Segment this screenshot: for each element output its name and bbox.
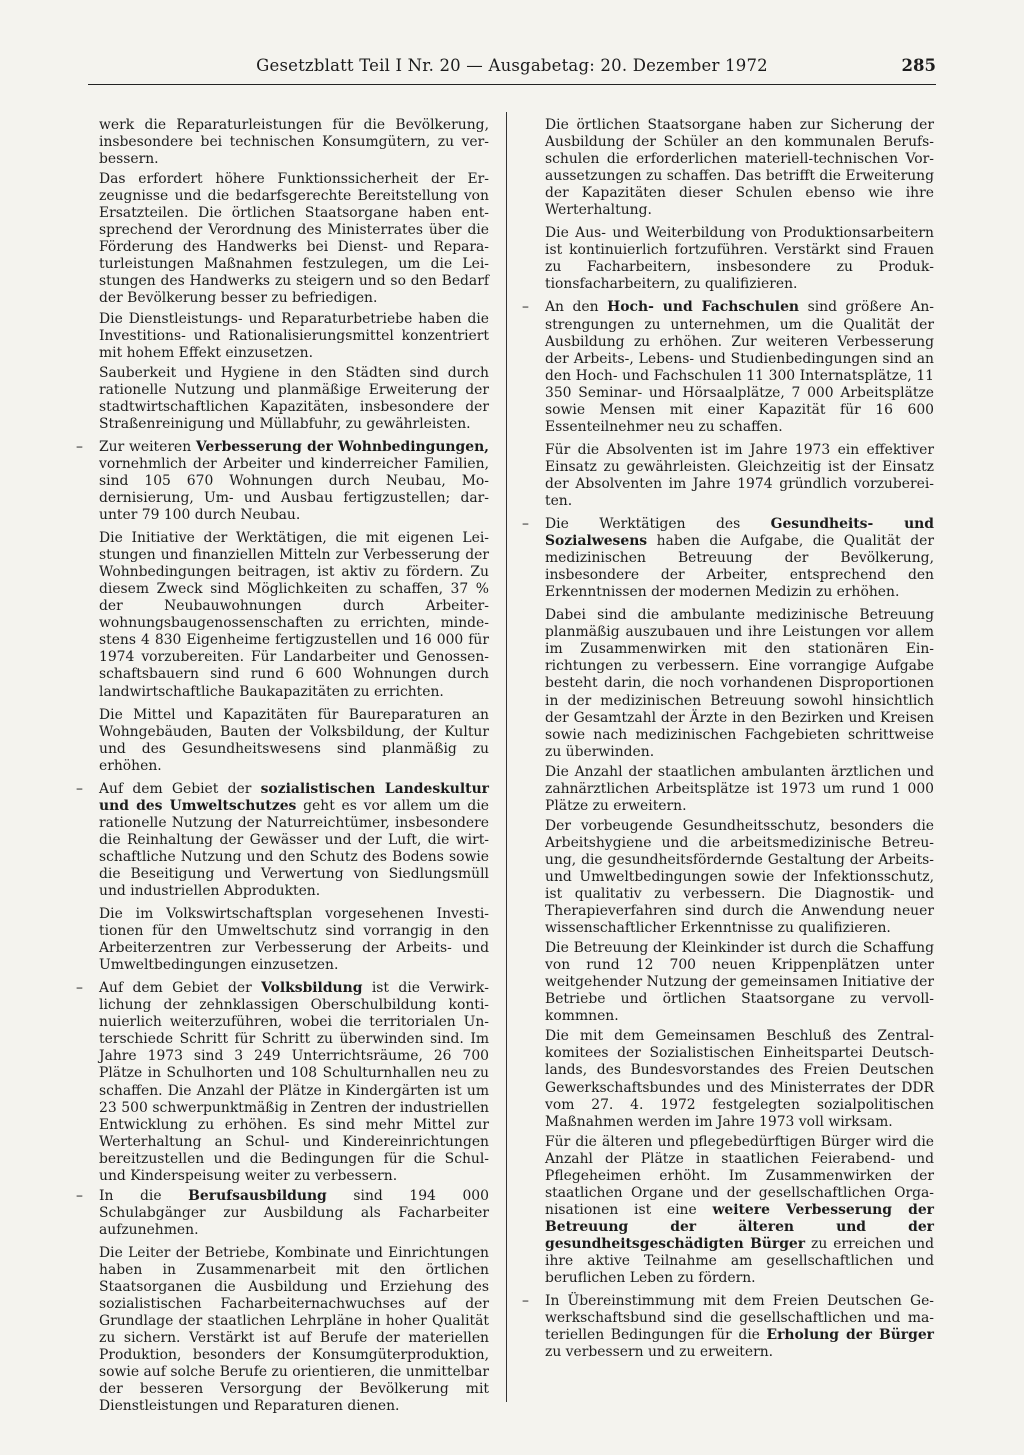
bullet-paragraph-universities — [524, 299, 934, 435]
paragraph: Das erfordert höhere Funktionssicherheit der Erzeugnisse und die bedarfsgerechte Bereitstellung von Ersatzteilen. Die örtlichen Staatsorgane haben entsprechend der Verordnung des Ministerrates über die Förderung des Handwerks bei Dienst- und Reparaturleistungen Maßnahmen festzulegen, um die Leistungen des Handwerks zu steigern und so den Bedarf der Bevölkerung besser zu befriedigen. — [99, 171, 489, 307]
text-run: Für die älteren und pflegebedürftigen Bürger wird die Anzahl der Plätze in staatlichen Feierabend- und Pflegeheimen erhöht. Im Zusammenwirken der staatlichen Organe und der gesellschaftlichen Organisationen ist eine — [545, 1133, 934, 1218]
page-number: 285 — [901, 56, 936, 75]
column-divider — [506, 112, 507, 1402]
text-run: Auf dem Gebiet der — [99, 980, 262, 997]
text-run: sind 194 000 Schulabgänger zur Ausbildung als Facharbeiter aufzunehmen. — [99, 1187, 489, 1238]
text-run: Die Werktätigen des — [545, 516, 771, 533]
bold-term: Berufsausbildung — [188, 1187, 327, 1204]
page-header — [0, 56, 1024, 86]
paragraph: werk die Reparaturleistungen für die Bevölkerung, insbesondere bei technischen Konsumgütern, zu verbessern. — [99, 117, 489, 168]
paragraph: Für die Absolventen ist im Jahre 1973 ein effektiver Einsatz zu gewährleisten. Gleichzeitig ist der Einsatz der Absolventen im Jahre 1974 gründlich vorzubereiten. — [545, 441, 934, 509]
text-run: haben die Aufgabe, die Qualität der medizinischen Betreuung der Bevölkerung, insbesondere der Arbeiter, entsprechend den Erkenntnissen der modernen Medizin zu erhöhen. — [545, 533, 934, 601]
text-run: geht es vor allem um die rationelle Nutzung der Naturreichtümer, insbesondere die Reinhaltung der Gewässer und der Luft, die wirtschaftliche Nutzung und den Schutz des Bodens sowie die Beseitigung und Verwertung von Siedlungsmüll und industriellen Abprodukten. — [99, 797, 489, 900]
paragraph: Die Aus- und Weiterbildung von Produktionsarbeitern ist kontinuierlich fortzuführen. Verstärkt sind Frauen zu Facharbeitern, insbesondere zu Produktionsfacharbeitern, zu qualifizieren. — [545, 225, 934, 293]
bold-term: Gesundheits- und Sozialwesens — [545, 516, 934, 550]
paragraph: Die örtlichen Staatsorgane haben zur Sicherung der Ausbildung der Schüler an den kommunalen Berufsschulen die erforderlichen materiell-technischen Voraussetzungen zu schaffen. Das betrifft die Erweiterung der Kapazitäten dieser Schulen ebenso wie ihre Werterhaltung. — [545, 117, 934, 219]
text-run: ist die Verwirklichung der zehnklassigen Oberschulbildung kontinuierlich weiterzuführen, wobei die territorialen Unterschiede Schritt für Schritt zu überwinden sind. Im Jahre 1973 sind 3 249 Unterrichtsräume, 26 700 Plätze in Schulhorten und 108 Schulturnhallen neu zu schaffen. Die Anzahl der Plätze in Kindergärten ist um 23 500 schwerpunktmäßig in Zentren der industriellen Entwicklung zu erhöhen. Es sind mehr Mittel zur Werterhaltung an Schul- und Kindereinrichtungen bereitzustellen und die Bedingungen für die Schul- und Kinderspeisung weiter zu verbessern. — [99, 980, 489, 1184]
bold-term: sozialistischen Landeskultur und des Umweltschutzes — [99, 780, 489, 814]
bullet-paragraph-education — [78, 980, 489, 1185]
bold-term: Hoch- und Fachschulen — [607, 299, 800, 316]
paragraph: Die Betreuung der Kleinkinder ist durch die Schaffung von rund 12 700 neuen Krippenplätzen unter weitgehender Nutzung der gemeinsamen Initiative der Betriebe und örtlichen Staatsorgane zu vervollkommnen. — [545, 940, 934, 1025]
paragraph: Die Leiter der Betriebe, Kombinate und Einrichtungen haben in Zusammenarbeit mit den örtlichen Staatsorganen die Ausbildung und Erziehung des sozialistischen Facharbeiternachwuchses auf der Grundlage der staatlichen Lehrpläne in hoher Qualität zu sichern. Verstärkt ist auf Berufe der materiellen Produktion, besonders der Konsumgüterproduktion, sowie auf solche Berufe zu orientieren, die unmittelbar der besseren Versorgung der Bevölkerung mit Dienstleistungen und Reparaturen dienen. — [99, 1244, 489, 1415]
header-title: Gesetzblatt Teil I Nr. 20 — Ausgabetag: 20. Dezember 1972 — [256, 56, 768, 75]
text-run: An den — [545, 299, 608, 316]
bullet-paragraph-housing — [78, 439, 489, 524]
bold-term: Verbesserung der Wohnbedingungen, — [195, 438, 489, 455]
text-run: sind größere Anstrengungen zu unternehmen, um die Qualität der Ausbildung zu erhöhen. Zur weiteren Verbesserung der Arbeits-, Lebens- und Studienbedingungen sind an den Hoch- und Fachschulen 11 300 Internatsplätze, 11 350 Seminar- und Hörsaalplätze, 7 000 Arbeitsplätze sowie Mensen mit einer Kapazität für 16 600 Essenteilnehmer neu zu schaffen. — [545, 299, 934, 435]
bold-term: Volksbildung — [261, 980, 363, 997]
bold-term: weitere Verbesserung der Betreuung der älteren und der gesundheitsgeschädigten Bürger — [545, 1201, 934, 1252]
left-column — [78, 117, 489, 1418]
bold-term: Erholung der Bürger — [766, 1327, 934, 1344]
right-column — [524, 117, 934, 1364]
paragraph: Dabei sind die ambulante medizinische Betreuung planmäßig auszubauen und ihre Leistungen vor allem im Zusammenwirken mit den stationären Einrichtungen zu verbessern. Eine vorrangige Aufgabe besteht darin, die noch vorhandenen Disproportionen in der medizinischen Betreuung sowohl hinsichtlich der Gesamtzahl der Ärzte in den Bezirken und Kreisen sowie nach medizinischen Fachgebieten schrittweise zu überwinden. — [545, 607, 934, 760]
text-run: Auf dem Gebiet der — [99, 780, 261, 797]
paragraph: Die im Volkswirtschaftsplan vorgesehenen Investitionen für den Umweltschutz sind vorrangig in den Arbeiterzentren zur Verbesserung der Arbeits- und Umweltbedingungen einzusetzen. — [99, 906, 489, 974]
bullet-paragraph-health — [524, 516, 934, 601]
text-run: zu verbessern und zu erweitern. — [545, 1344, 774, 1361]
text-run: In Übereinstimmung mit dem Freien Deutschen Gewerkschaftsbund sind die gesellschaftlichen und materiellen Bedingungen für die — [545, 1293, 934, 1344]
paragraph: Die Dienstleistungs- und Reparaturbetriebe haben die Investitions- und Rationalisierungsmittel konzentriert mit hohem Effekt einzusetzen. — [99, 310, 489, 361]
bullet-paragraph-recreation — [524, 1293, 934, 1361]
bullet-paragraph-vocational — [78, 1188, 489, 1239]
paragraph: Die Anzahl der staatlichen ambulanten ärztlichen und zahnärztlichen Arbeitsplätze ist 1973 um rund 1 000 Plätze zu erweitern. — [545, 763, 934, 814]
paragraph: Die Mittel und Kapazitäten für Baureparaturen an Wohngebäuden, Bauten der Volksbildung, der Kultur und des Gesundheitswesens sind planmäßig zu erhöhen. — [99, 706, 489, 774]
text-run: zu erreichen und ihre aktive Teilnahme am gesellschaftlichen und beruflichen Leben zu fördern. — [545, 1235, 934, 1287]
paragraph: Sauberkeit und Hygiene in den Städten sind durch rationelle Nutzung und planmäßige Erweiterung der stadtwirtschaftlichen Kapazitäten, insbesondere der Straßenreinigung und Müllabfuhr, zu gewährleisten. — [99, 364, 489, 432]
text-run: vornehmlich der Arbeiter und kinderreicher Familien, sind 105 670 Wohnungen durch Neubau, Modernisierung, Um- und Ausbau fertigzustellen; darunter 79 100 durch Neubau. — [99, 455, 489, 524]
paragraph: Die Initiative der Werktätigen, die mit eigenen Leistungen und finanziellen Mitteln zur Verbesserung der Wohnbedingungen beitragen, ist aktiv zu fördern. Zu diesem Zweck sind Möglichkeiten zu schaffen, 37 % der Neubauwohnungen durch Arbeiterwohnungsbaugenossenschaften zu errichten, mindestens 4 830 Eigenheime fertigzustellen und 16 000 für 1974 vorzubereiten. Für Landarbeiter und Genossenschaftsbauern sind rund 6 600 Wohnungen durch landwirtschaftliche Baukapazitäten zu errichten. — [99, 530, 489, 700]
paragraph: Die mit dem Gemeinsamen Beschluß des Zentralkomitees der Sozialistischen Einheitspartei Deutschlands, des Bundesvorstandes des Freien Deutschen Gewerkschaftsbundes und des Ministerrates der DDR vom 27. 4. 1972 festgelegten sozialpolitischen Maßnahmen werden im Jahre 1973 voll wirksam. — [545, 1028, 934, 1130]
text-run: In die — [99, 1187, 189, 1204]
paragraph-elderly — [524, 1134, 934, 1287]
paragraph: Der vorbeugende Gesundheitsschutz, besonders die Arbeitshygiene und die arbeitsmedizinische Betreuung, die gesundheitsfördernde Gestaltung der Arbeits- und Umweltbedingungen sowie der Infektionsschutz, ist qualitativ zu verbessern. Die Diagnostik- und Therapieverfahren sind durch die Anwendung neuer wissenschaftlicher Erkenntnisse zu qualifizieren. — [545, 817, 934, 937]
header-rule — [88, 84, 936, 85]
text-run: Zur weiteren — [99, 438, 196, 455]
bullet-paragraph-environment — [78, 781, 489, 900]
